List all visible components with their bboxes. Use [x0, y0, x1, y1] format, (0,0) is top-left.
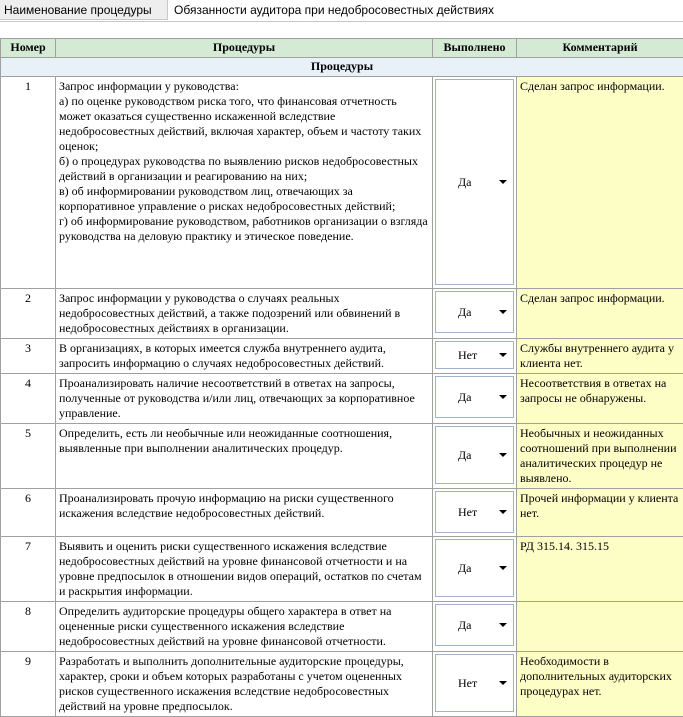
row-number: 1 — [1, 77, 56, 289]
done-select-value: Да — [458, 305, 472, 320]
chevron-down-icon — [499, 566, 507, 570]
row-comment[interactable]: Службы внутреннего аудита у клиента нет. — [517, 339, 683, 374]
done-select[interactable] — [435, 654, 514, 712]
done-select-value: Да — [458, 561, 472, 576]
done-select[interactable] — [435, 79, 514, 285]
done-select[interactable] — [435, 604, 514, 646]
table-row — [1, 424, 683, 489]
column-header-done: Выполнено — [433, 39, 517, 58]
table-row — [1, 537, 683, 602]
row-procedure: Разработать и выполнить дополнительные аудиторские процедуры, характер, сроки и объем которых разработаны с учетом оцененных рисков существенного искажения вследствие недобросовестных действий на уровне предпосылок. — [56, 652, 433, 717]
section-title: Процедуры — [1, 58, 683, 77]
done-select-value: Да — [458, 618, 472, 633]
row-procedure: Выявить и оценить риски существенного искажения вследствие недобросовестных действий на уровне финансовой отчетности и на уровне предпосылок в отношении видов операций, остатков по счетам и раскрытия информации. — [56, 537, 433, 602]
table-row — [1, 602, 683, 652]
column-header-procedures: Процедуры — [56, 39, 433, 58]
row-comment[interactable]: Сделан запрос информации. — [517, 289, 683, 339]
table-header-row — [1, 39, 683, 58]
row-done-cell — [433, 537, 517, 602]
row-comment[interactable]: Необычных и неожиданных соотношений при выполнении аналитических процедур не выявлено. — [517, 424, 683, 489]
table-row — [1, 339, 683, 374]
row-procedure: В организациях, в которых имеется служба внутреннего аудита, запросить информацию о случаях недобросовестных действий. — [56, 339, 433, 374]
row-done-cell — [433, 339, 517, 374]
done-select-value: Да — [458, 448, 472, 463]
column-header-number: Номер — [1, 39, 56, 58]
section-row — [1, 58, 683, 77]
row-number: 5 — [1, 424, 56, 489]
done-select-value: Нет — [458, 676, 477, 691]
row-comment[interactable]: Прочей информации у клиента нет. — [517, 489, 683, 537]
chevron-down-icon — [499, 453, 507, 457]
done-select-value: Да — [458, 390, 472, 405]
row-comment[interactable]: Несоответствия в ответах на запросы не обнаружены. — [517, 374, 683, 424]
done-select[interactable] — [435, 426, 514, 484]
row-procedure: Проанализировать прочую информацию на риски существенного искажения вследствие недобросовестных действий. — [56, 489, 433, 537]
row-comment[interactable]: Сделан запрос информации. — [517, 77, 683, 289]
chevron-down-icon — [499, 353, 507, 357]
procedures-table — [0, 38, 683, 717]
done-select-value: Нет — [458, 348, 477, 363]
chevron-down-icon — [499, 510, 507, 514]
done-select-value: Да — [458, 175, 472, 190]
table-row — [1, 289, 683, 339]
row-comment[interactable]: РД 315.14. 315.15 — [517, 537, 683, 602]
row-procedure: Определить, есть ли необычные или неожиданные соотношения, выявленные при выполнении аналитических процедур. — [56, 424, 433, 489]
chevron-down-icon — [499, 180, 507, 184]
chevron-down-icon — [499, 395, 507, 399]
table-row — [1, 77, 683, 289]
chevron-down-icon — [499, 681, 507, 685]
row-done-cell — [433, 289, 517, 339]
done-select[interactable] — [435, 539, 514, 597]
row-done-cell — [433, 489, 517, 537]
row-done-cell — [433, 424, 517, 489]
done-select-value: Нет — [458, 505, 477, 520]
done-select[interactable] — [435, 376, 514, 418]
procedure-name-value: Обязанности аудитора при недобросовестных действиях — [169, 0, 683, 20]
chevron-down-icon — [499, 310, 507, 314]
table-row — [1, 652, 683, 717]
row-procedure: Определить аудиторские процедуры общего характера в ответ на оцененные риски существенного искажения вследствие недобросовестных действий на уровне финансовой отчетности. — [56, 602, 433, 652]
row-number: 2 — [1, 289, 56, 339]
row-comment[interactable] — [517, 602, 683, 652]
row-number: 6 — [1, 489, 56, 537]
row-procedure: Запрос информации у руководства о случаях реальных недобросовестных действий, а также подозрений или обвинений в недобросовестных действиях в организации. — [56, 289, 433, 339]
row-done-cell — [433, 77, 517, 289]
done-select[interactable] — [435, 491, 514, 533]
row-number: 8 — [1, 602, 56, 652]
table-row — [1, 374, 683, 424]
row-number: 9 — [1, 652, 56, 717]
row-number: 3 — [1, 339, 56, 374]
row-done-cell — [433, 652, 517, 717]
column-header-comment: Комментарий — [517, 39, 683, 58]
row-number: 4 — [1, 374, 56, 424]
row-procedure: Проанализировать наличие несоответствий в ответах на запросы, полученные от руководства и/или лиц, отвечающих за корпоративное управление. — [56, 374, 433, 424]
row-number: 7 — [1, 537, 56, 602]
row-done-cell — [433, 602, 517, 652]
row-procedure: Запрос информации у руководства: а) по оценке руководством риска того, что финансовая отчетность может оказаться существенно искаженной вследствие недобросовестных действий, включая характер, объем и частоту таких оценок; б) о процедурах руководства по выявлению рисков недобросовестных действий в организации и реагированию на них; в) об информировании руководством лиц, отвечающих за корпоративное управление о рисках недобросовестных действий; г) об информирование руководством, работников организации о взгляда руководства на деловую практику и этическое поведение. — [56, 77, 433, 289]
row-done-cell — [433, 374, 517, 424]
done-select[interactable] — [435, 291, 514, 333]
procedure-name-bar — [0, 0, 683, 22]
chevron-down-icon — [499, 623, 507, 627]
row-comment[interactable]: Необходимости в дополнительных аудиторских процедурах нет. — [517, 652, 683, 717]
table-row — [1, 489, 683, 537]
procedure-name-label: Наименование процедуры — [0, 0, 168, 20]
done-select[interactable] — [435, 341, 514, 369]
